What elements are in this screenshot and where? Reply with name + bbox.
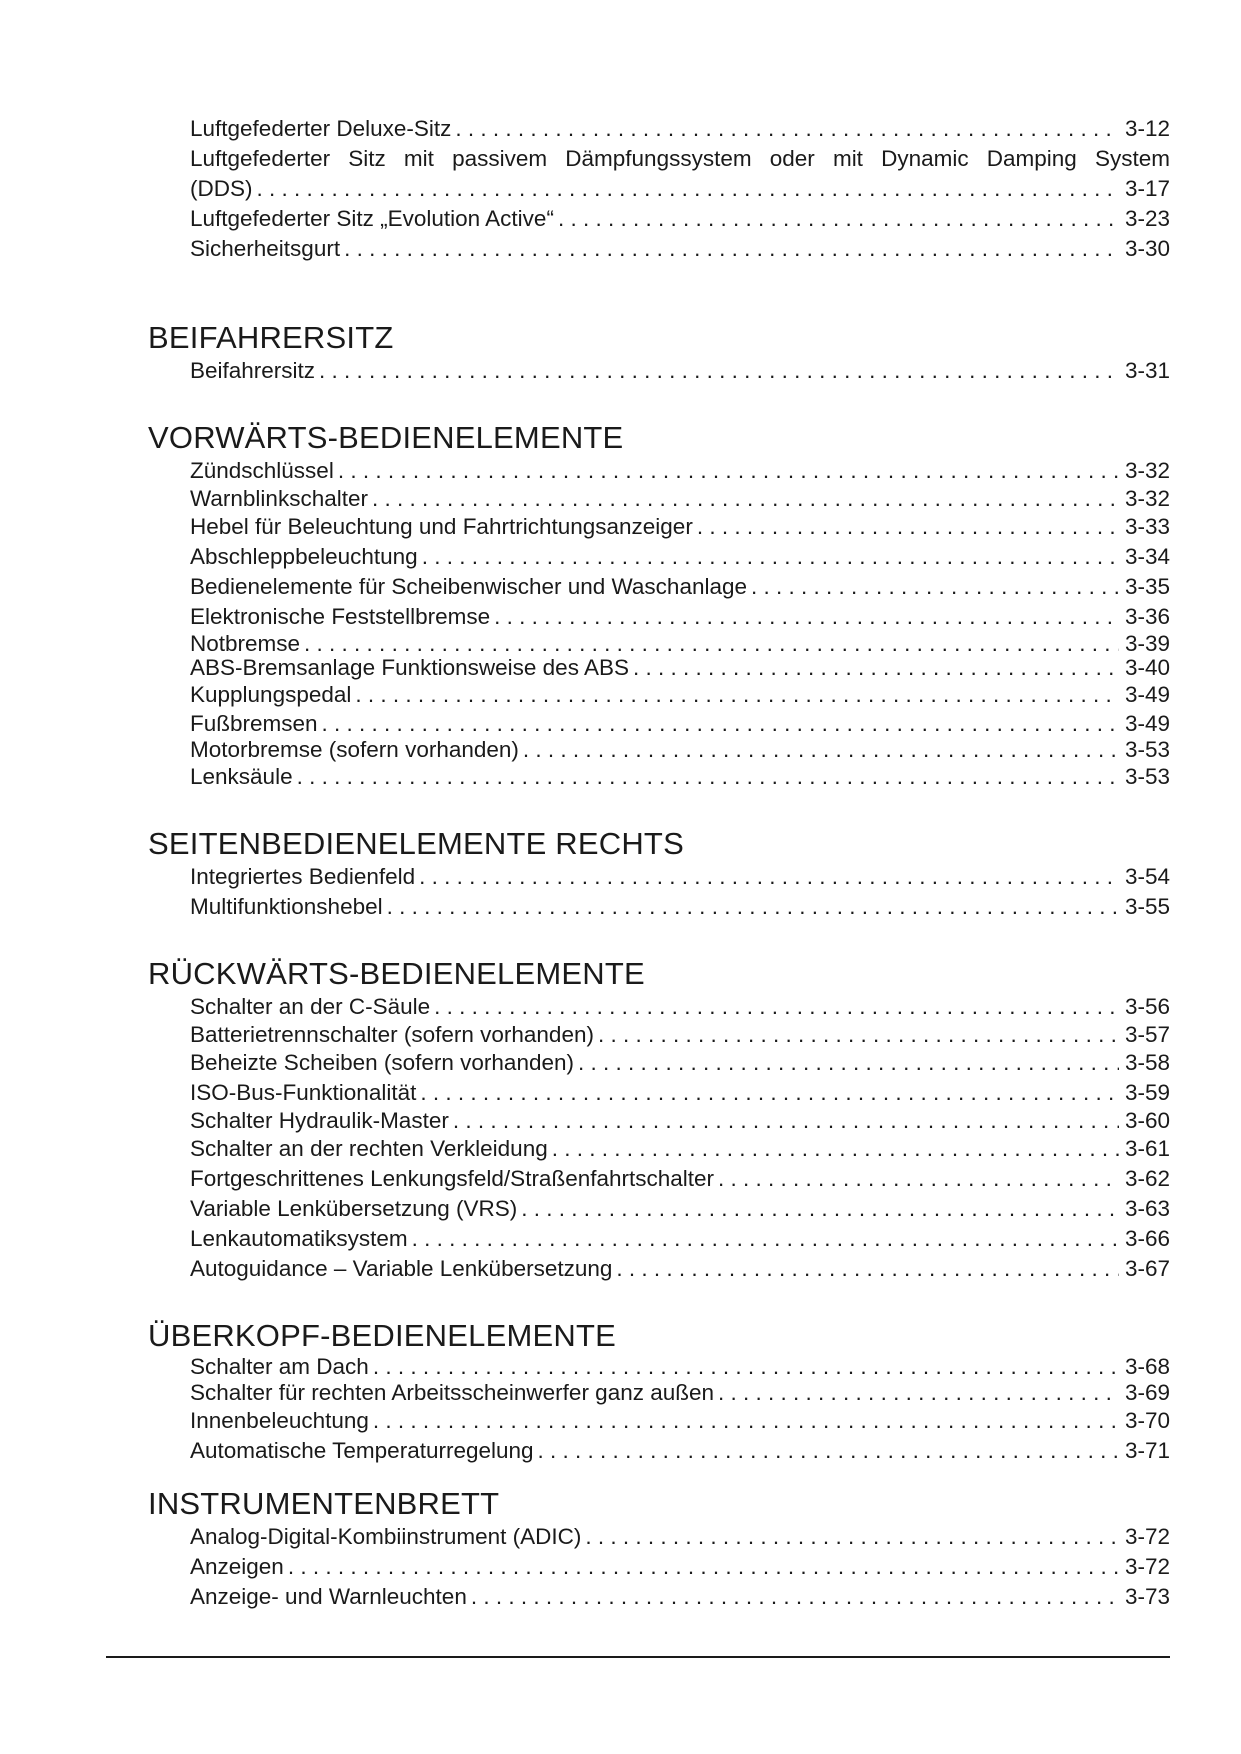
dot-leader [373, 1354, 1119, 1380]
toc-entry-label: Autoguidance – Variable Lenkübersetzung [190, 1256, 613, 1281]
toc-entry-page: 3-68 [1124, 1354, 1170, 1379]
toc-entry[interactable] [190, 762, 1170, 792]
toc-entry-label: Lenksäule [190, 764, 293, 789]
dot-leader [304, 632, 1119, 656]
intro-entries [148, 114, 1170, 264]
toc-entry[interactable] [190, 1254, 1170, 1284]
toc-entry-page: 3-57 [1124, 1022, 1170, 1047]
toc-entry-page: 3-72 [1124, 1554, 1170, 1579]
toc-entry-label-line1: Luftgefederter Sitz mit passivem Dämpfungssystem oder mit Dynamic Damping System [190, 146, 1170, 171]
toc-entry-label: Motorbremse (sofern vorhanden) [190, 737, 519, 762]
dot-leader [288, 1552, 1119, 1582]
toc-entry[interactable] [190, 992, 1170, 1022]
footer-rule [106, 1656, 1170, 1658]
toc-entry[interactable] [190, 656, 1170, 680]
toc-entry-label: Sicherheitsgurt [190, 236, 341, 261]
toc-entry[interactable] [190, 1406, 1170, 1436]
toc-entry-label: Zündschlüssel [190, 458, 334, 483]
toc-entry-label-line2: (DDS) [190, 176, 253, 201]
toc-entry-label: Lenkautomatiksystem [190, 1226, 408, 1251]
section-title[interactable]: VORWÄRTS-BEDIENELEMENTE [148, 420, 624, 455]
dot-leader [434, 992, 1119, 1022]
toc-entry-label: Luftgefederter Sitz „Evolution Active“ [190, 206, 554, 231]
toc-entry[interactable] [190, 1078, 1170, 1108]
toc-entry-page: 3-69 [1124, 1380, 1170, 1405]
toc-entry-page: 3-67 [1124, 1256, 1170, 1281]
toc-entry-page: 3-23 [1124, 206, 1170, 231]
toc-entry-label: Beifahrersitz [190, 358, 316, 383]
dot-leader [297, 762, 1119, 792]
toc-entry[interactable] [190, 234, 1170, 264]
toc-entry-page: 3-62 [1124, 1166, 1170, 1191]
dot-leader [355, 680, 1119, 710]
toc-entry-page: 3-53 [1124, 764, 1170, 789]
toc-entry-page: 3-61 [1124, 1136, 1170, 1161]
toc-entry-page: 3-32 [1124, 486, 1170, 511]
toc-entry-label: Fußbremsen [190, 711, 318, 736]
dot-leader [494, 602, 1119, 632]
toc-entry-page: 3-33 [1124, 514, 1170, 539]
toc-entry[interactable] [190, 862, 1170, 892]
toc-entry-label: Automatische Temperaturregelung [190, 1438, 534, 1463]
toc-entry[interactable] [190, 738, 1170, 762]
table-of-contents [148, 114, 1170, 1612]
toc-entry-label: ISO-Bus-Funktionalität [190, 1080, 417, 1105]
toc-entry[interactable] [190, 1354, 1170, 1380]
dot-leader [578, 1048, 1119, 1078]
toc-entry-label: Schalter an der rechten Verkleidung [190, 1136, 548, 1161]
toc-entry[interactable] [190, 1134, 1170, 1164]
toc-entry-page: 3-54 [1124, 864, 1170, 889]
dot-leader [453, 1108, 1119, 1134]
toc-entry-label: Schalter am Dach [190, 1354, 369, 1379]
toc-entry[interactable] [190, 1048, 1170, 1078]
dot-leader [633, 656, 1119, 680]
toc-entry[interactable] [190, 602, 1170, 632]
toc-entry-label: Kupplungspedal [190, 682, 352, 707]
toc-entry[interactable] [190, 1552, 1170, 1582]
toc-entry-page: 3-63 [1124, 1196, 1170, 1221]
section-title[interactable]: SEITENBEDIENELEMENTE RECHTS [148, 826, 684, 861]
toc-entry-page: 3-49 [1124, 711, 1170, 736]
dot-leader [538, 1436, 1119, 1466]
toc-section-vorwaerts [148, 420, 1170, 792]
toc-entry-page: 3-53 [1124, 737, 1170, 762]
toc-entry[interactable] [190, 1582, 1170, 1612]
dot-leader [521, 1194, 1119, 1224]
toc-entry-label: Hebel für Beleuchtung und Fahrtrichtungsanzeiger [190, 514, 693, 539]
toc-entry[interactable] [190, 1164, 1170, 1194]
toc-entry[interactable] [190, 204, 1170, 234]
toc-entry-label: Anzeige- und Warnleuchten [190, 1584, 467, 1609]
toc-entry[interactable] [190, 456, 1170, 486]
dot-leader [598, 1022, 1119, 1048]
dot-leader [552, 1134, 1119, 1164]
toc-entry[interactable] [190, 1108, 1170, 1134]
toc-entry-label: Notbremse [190, 631, 301, 656]
toc-entry-label: Beheizte Scheiben (sofern vorhanden) [190, 1050, 574, 1075]
toc-entry-label: Anzeigen [190, 1554, 284, 1579]
toc-section-beifahrersitz [148, 320, 1170, 386]
toc-entry-label: Multifunktionshebel [190, 894, 383, 919]
dot-leader [322, 710, 1119, 738]
toc-entry-label: Warnblinkschalter [190, 486, 368, 511]
toc-section-instrumentenbrett [148, 1486, 1170, 1612]
toc-entry-page: 3-34 [1124, 544, 1170, 569]
dot-leader [523, 738, 1119, 762]
toc-entry-page: 3-73 [1124, 1584, 1170, 1609]
section-title[interactable]: ÜBERKOPF-BEDIENELEMENTE [148, 1318, 616, 1353]
toc-section-seitenbedienelemente [148, 826, 1170, 922]
toc-entry-label: Integriertes Bedienfeld [190, 864, 416, 889]
toc-entry-label: Schalter Hydraulik-Master [190, 1108, 449, 1133]
dot-leader [387, 892, 1119, 922]
toc-entry[interactable] [190, 1194, 1170, 1224]
dot-leader [455, 114, 1119, 144]
dot-leader [419, 862, 1119, 892]
toc-entry-label: Luftgefederter Deluxe-Sitz [190, 116, 452, 141]
dot-leader [471, 1582, 1119, 1612]
toc-entry-page: 3-58 [1124, 1050, 1170, 1075]
dot-leader [372, 486, 1119, 512]
toc-entry[interactable] [190, 1436, 1170, 1466]
toc-entry-page: 3-39 [1124, 631, 1170, 656]
toc-entry[interactable] [190, 1522, 1170, 1552]
toc-entry-page: 3-36 [1124, 604, 1170, 629]
toc-entry[interactable] [190, 680, 1170, 710]
dot-leader [338, 456, 1119, 486]
toc-entry[interactable] [190, 1022, 1170, 1048]
dot-leader [319, 356, 1119, 386]
toc-entry-page: 3-72 [1124, 1524, 1170, 1549]
toc-entry-page: 3-40 [1124, 655, 1170, 680]
toc-entry[interactable] [190, 632, 1170, 656]
toc-entry-page: 3-66 [1124, 1226, 1170, 1251]
toc-entry-label: Bedienelemente für Scheibenwischer und Waschanlage [190, 574, 748, 599]
dot-leader [718, 1380, 1119, 1406]
dot-leader [422, 542, 1119, 572]
section-title[interactable]: INSTRUMENTENBRETT [148, 1486, 500, 1521]
toc-entry-label: Schalter für rechten Arbeitsscheinwerfer ganz außen [190, 1380, 715, 1405]
dot-leader [558, 204, 1119, 234]
dot-leader [718, 1164, 1119, 1194]
toc-entry-label: Batterietrennschalter (sofern vorhanden) [190, 1022, 594, 1047]
toc-entry[interactable] [190, 572, 1170, 602]
toc-entry-page: 3-70 [1124, 1408, 1170, 1433]
toc-section-ueberkopf [148, 1318, 1170, 1466]
toc-entry-page: 3-60 [1124, 1108, 1170, 1133]
dot-leader [373, 1406, 1119, 1436]
toc-entry-label: Abschleppbeleuchtung [190, 544, 418, 569]
toc-entry-label: Fortgeschrittenes Lenkungsfeld/Straßenfahrtschalter [190, 1166, 715, 1191]
toc-entry[interactable] [190, 542, 1170, 572]
toc-entry[interactable] [190, 892, 1170, 922]
dot-leader [697, 512, 1119, 542]
dot-leader [420, 1078, 1119, 1108]
toc-entry-page: 3-31 [1124, 358, 1170, 383]
toc-entry[interactable] [190, 486, 1170, 512]
dot-leader [585, 1522, 1119, 1552]
dot-leader [257, 174, 1119, 204]
toc-entry-label: Analog-Digital-Kombiinstrument (ADIC) [190, 1524, 582, 1549]
toc-entry-page: 3-71 [1124, 1438, 1170, 1463]
toc-entry-page: 3-30 [1124, 236, 1170, 261]
toc-entry-label: Schalter an der C-Säule [190, 994, 431, 1019]
dot-leader [412, 1224, 1119, 1254]
toc-entry-page: 3-59 [1124, 1080, 1170, 1105]
toc-entry-label: ABS-Bremsanlage Funktionsweise des ABS [190, 655, 629, 680]
toc-entry-page: 3-35 [1124, 574, 1170, 599]
toc-entry-label: Innenbeleuchtung [190, 1408, 369, 1433]
toc-entry[interactable] [190, 512, 1170, 542]
toc-section-rueckwaerts [148, 956, 1170, 1284]
toc-entry-label: Elektronische Feststellbremse [190, 604, 491, 629]
dot-leader [616, 1254, 1119, 1284]
section-title[interactable]: RÜCKWÄRTS-BEDIENELEMENTE [148, 956, 645, 991]
toc-entry-page: 3-17 [1124, 176, 1170, 201]
toc-entry-page: 3-32 [1124, 458, 1170, 483]
toc-entry[interactable] [190, 1224, 1170, 1254]
toc-entry-page: 3-49 [1124, 682, 1170, 707]
toc-entry-continuation [190, 174, 1170, 204]
toc-entry-page: 3-55 [1124, 894, 1170, 919]
section-title[interactable]: BEIFAHRERSITZ [148, 320, 394, 355]
toc-entry-label: Variable Lenkübersetzung (VRS) [190, 1196, 518, 1221]
toc-entry[interactable] [190, 710, 1170, 738]
toc-entry[interactable] [190, 144, 1170, 204]
toc-entry-page: 3-56 [1124, 994, 1170, 1019]
toc-entry[interactable] [190, 114, 1170, 144]
dot-leader [344, 234, 1119, 264]
dot-leader [751, 572, 1119, 602]
toc-entry[interactable] [190, 1380, 1170, 1406]
toc-entry-page: 3-12 [1124, 116, 1170, 141]
toc-entry[interactable] [190, 356, 1170, 386]
